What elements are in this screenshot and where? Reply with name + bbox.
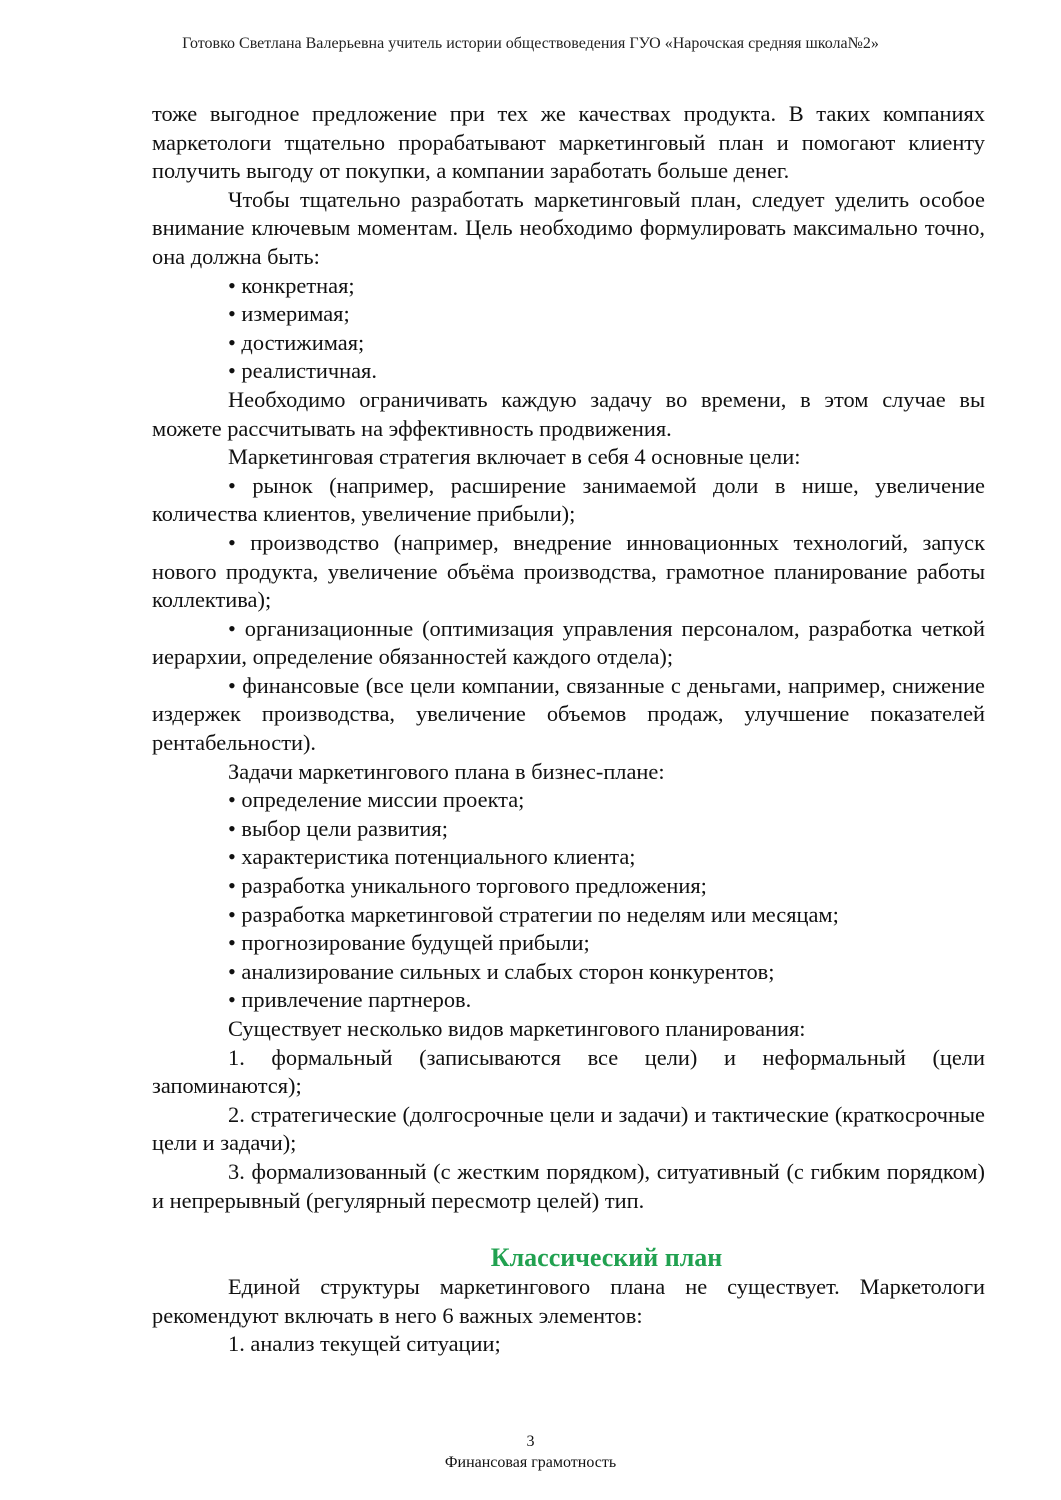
task-item: • прогнозирование будущей прибыли; bbox=[228, 930, 590, 956]
task-item: • привлечение партнеров. bbox=[228, 987, 472, 1013]
paragraph-4: Маркетинговая стратегия включает в себя 4 основные цели: bbox=[228, 444, 801, 470]
paragraph-7: Единой структуры маркетингового плана не существует. Маркетологи рекомендуют включать в него 6 важных элементов: bbox=[152, 1274, 985, 1328]
paragraph-2: Чтобы тщательно разработать маркетинговый план, следует уделить особое внимание ключевым моментам. Цель необходимо формулировать максимально точно, она должна быть: bbox=[152, 186, 985, 269]
planning-type-item: 1. формальный (записываются все цели) и неформальный (цели запоминаются); bbox=[152, 1044, 985, 1099]
strategy-goal-item: • финансовые (все цели компании, связанные с деньгами, например, снижение издержек производства, увеличение объемов продаж, улучшение показателей рентабельности). bbox=[152, 672, 985, 756]
paragraph-1: тоже выгодное предложение при тех же качествах продукта. В таких компаниях маркетологи тщательно прорабатывают маркетинговый план и помогают клиенту получить выгоду от покупки, а компании заработать больше денег. bbox=[152, 101, 985, 184]
document-body bbox=[152, 100, 985, 1359]
section-heading: Классический план bbox=[490, 1243, 723, 1273]
paragraph-3: Необходимо ограничивать каждую задачу во времени, в этом случае вы можете рассчитывать на эффективность продвижения. bbox=[152, 386, 985, 441]
goal-criteria-item: • достижимая; bbox=[228, 329, 365, 355]
task-item: • определение миссии проекта; bbox=[228, 787, 525, 813]
strategy-goal-item: • производство (например, внедрение инновационных технологий, запуск нового продукта, увеличение объёма производства, грамотное планирование работы коллектива); bbox=[152, 529, 985, 613]
goal-criteria-item: • измеримая; bbox=[228, 301, 350, 327]
page-header: Готовко Светлана Валерьевна учитель истории обществоведения ГУО «Нарочская средняя школа№2» bbox=[182, 35, 879, 52]
page-footer: Финансовая грамотность bbox=[444, 1454, 617, 1471]
goal-criteria-item: • конкретная; bbox=[228, 272, 355, 298]
paragraph-8: 1. анализ текущей ситуации; bbox=[228, 1331, 501, 1357]
task-item: • выбор цели развития; bbox=[228, 815, 448, 841]
task-item: • разработка маркетинговой стратегии по неделям или месяцам; bbox=[228, 901, 839, 927]
goal-criteria-item: • реалистичная. bbox=[228, 358, 377, 384]
paragraph-6: Существует несколько видов маркетингового планирования: bbox=[228, 1016, 806, 1041]
planning-type-item: 2. стратегические (долгосрочные цели и задачи) и тактические (краткосрочные цели и задачи); bbox=[152, 1101, 985, 1156]
task-item: • характеристика потенциального клиента; bbox=[228, 844, 636, 870]
planning-type-item: 3. формализованный (с жестким порядком), ситуативный (с гибким порядком) и непрерывный (регулярный пересмотр целей) тип. bbox=[152, 1158, 985, 1213]
strategy-goal-item: • рынок (например, расширение занимаемой доли в нише, увеличение количества клиентов, увеличение прибыли); bbox=[152, 472, 985, 527]
strategy-goal-item: • организационные (оптимизация управления персоналом, разработка четкой иерархии, определение обязанностей каждого отдела); bbox=[152, 615, 985, 670]
task-item: • разработка уникального торгового предложения; bbox=[228, 873, 707, 899]
task-item: • анализирование сильных и слабых сторон конкурентов; bbox=[228, 958, 775, 984]
paragraph-5: Задачи маркетингового плана в бизнес-плане: bbox=[228, 758, 665, 784]
page-number: 3 bbox=[526, 1433, 535, 1450]
